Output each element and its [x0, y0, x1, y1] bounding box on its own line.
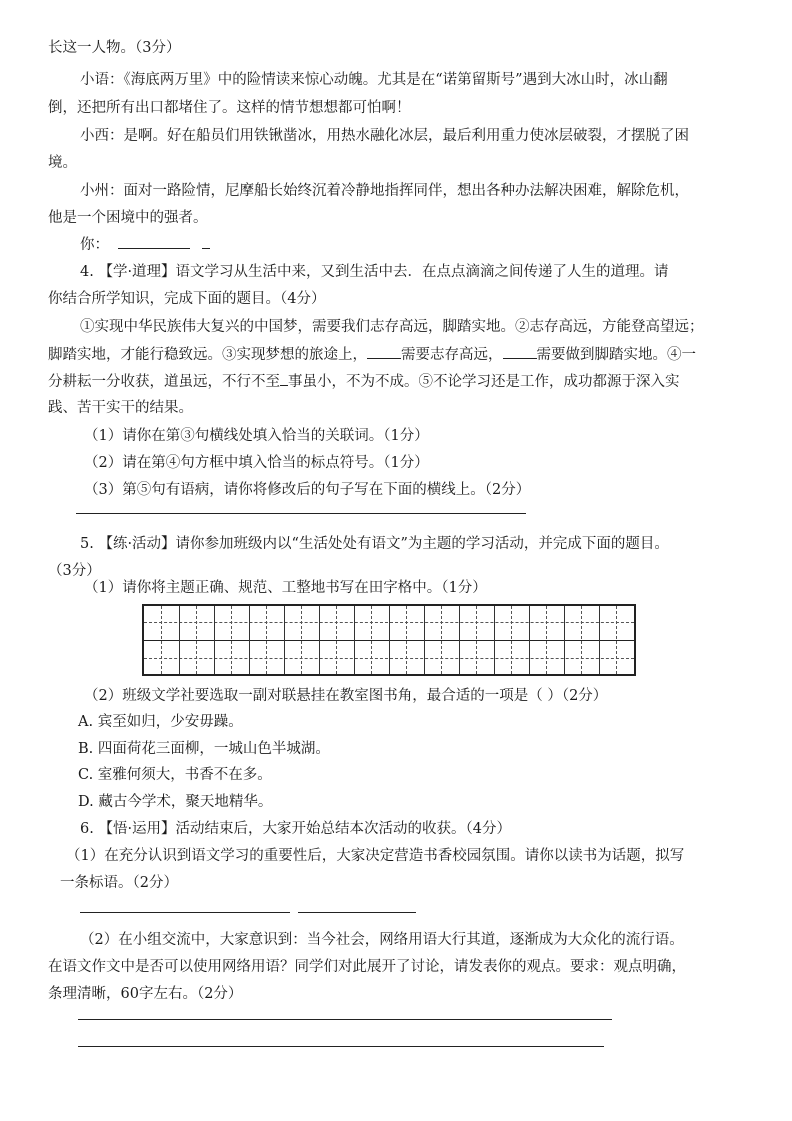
slogan-answer-line-1[interactable]: [80, 912, 290, 913]
q4-passage-line3: [48, 371, 680, 392]
q4-answer-line[interactable]: [76, 513, 526, 514]
dialogue-intro-end: 长这一人物。（3分）: [48, 40, 181, 56]
q6-sub-1: （1）在充分认识到语文学习的重要性后，大家决定营造书香校园氛围。请你以读书为话题，拟写: [66, 848, 685, 864]
grid-dash-v4: [266, 606, 267, 674]
question-6-title: 6. 【悟·运用】活动结束后，大家开始总结本次活动的收获。（4分）: [80, 821, 512, 837]
conjunction-blank-1[interactable]: [367, 344, 401, 359]
question-4-title-cont: 你结合所学知识，完成下面的题目。（4分）: [48, 291, 326, 307]
q4-passage-line3-a: 分耕耘一分收获，道虽远，不行不至: [48, 374, 280, 390]
q4-passage-line2-c: 需要做到脚踏实地。④一: [536, 347, 696, 363]
dialogue-you: [80, 234, 210, 255]
dialogue-you-label: 你：: [80, 237, 109, 253]
grid-col-3: [249, 606, 250, 674]
question-5-title-cont: （3分）: [48, 563, 101, 579]
grid-col-9: [459, 606, 460, 674]
dialogue-xiaoyu-cont: 倒，还把所有出口都堵住了。这样的情节想想都可怕啊！: [48, 100, 411, 116]
answer-blank-you[interactable]: [118, 234, 190, 249]
opinion-answer-line-1[interactable]: [78, 1019, 612, 1020]
q4-passage-line3-b: 事虽小，不为不成。⑤不论学习还是工作，成功都源于深入实: [288, 374, 680, 390]
q4-passage-line2-b: 需要志存高远，: [401, 347, 503, 363]
q4-sub-3: （3）第⑤句有语病，请你将修改后的句子写在下面的横线上。（2分）: [84, 482, 531, 498]
grid-dash-v3: [231, 606, 232, 674]
grid-col-13: [599, 606, 600, 674]
q4-passage-line2-a: 脚踏实地，才能行稳致远。③实现梦想的旅途上，: [48, 347, 367, 363]
grid-col-4: [284, 606, 285, 674]
q4-passage-line1: ①实现中华民族伟大复兴的中国梦，需要我们志存高远，脚踏实地。②志存高远，方能登高望远；: [80, 319, 704, 335]
grid-dash-v10: [476, 606, 477, 674]
dialogue-xiaoxi: 小西：是啊。好在船员们用铁锹凿冰，用热水融化冰层，最后利用重力使冰层破裂，才摆脱了困: [80, 128, 689, 144]
q4-sub-2: （2）请在第④句方框中填入恰当的标点符号。（1分）: [84, 455, 429, 471]
q5-sub-2: （2）班级文学社要选取一副对联悬挂在教室图书角，最合适的一项是（ ）（2分）: [84, 688, 608, 704]
grid-dash-v1: [161, 606, 162, 674]
grid-dash-v6: [336, 606, 337, 674]
grid-dash-v9: [441, 606, 442, 674]
grid-dash-v11: [511, 606, 512, 674]
grid-col-10: [494, 606, 495, 674]
q5-sub-1: （1）请你将主题正确、规范、工整地书写在田字格中。（1分）: [84, 580, 487, 596]
q6-sub-2: （2）在小组交流中，大家意识到：当今社会，网络用语大行其道，逐渐成为大众化的流行语。: [80, 932, 684, 948]
grid-col-11: [529, 606, 530, 674]
dialogue-xiaozhou-cont: 他是一个困境中的强者。: [48, 210, 208, 226]
dialogue-xiaoxi-cont: 境。: [48, 155, 77, 171]
grid-dash-v12: [546, 606, 547, 674]
q6-sub-2-cont1: 在语文作文中是否可以使用网络用语？同学们对此展开了讨论，请发表你的观点。要求：观点明确，: [48, 959, 686, 975]
grid-col-1: [179, 606, 180, 674]
grid-col-6: [354, 606, 355, 674]
option-c[interactable]: C. 室雅何须大，书香不在多。: [78, 767, 272, 783]
q4-passage-line4: 践、苦干实干的结果。: [48, 400, 193, 416]
question-5-title: 5. 【练·活动】请你参加班级内以“生活处处有语文”为主题的学习活动，并完成下面的题目。: [80, 536, 669, 552]
grid-dash-v7: [371, 606, 372, 674]
answer-blank-you-tail: [202, 234, 210, 249]
punctuation-box[interactable]: [280, 371, 288, 386]
q6-sub-2-cont2: 条理清晰，60字左右。（2分）: [48, 986, 243, 1002]
q4-passage-line2: [48, 344, 696, 365]
q6-sub-1-cont: 一条标语。（2分）: [60, 875, 178, 891]
dialogue-xiaozhou: 小州：面对一路险情，尼摩船长始终沉着冷静地指挥同伴，想出各种办法解决困难，解除危机，: [80, 183, 689, 199]
q4-sub-1: （1）请你在第③句横线处填入恰当的关联词。（1分）: [84, 428, 429, 444]
tianzige-writing-grid[interactable]: [142, 604, 636, 676]
grid-dash-v2: [196, 606, 197, 674]
grid-dash-v8: [406, 606, 407, 674]
slogan-answer-line-2[interactable]: [298, 912, 416, 913]
grid-col-8: [424, 606, 425, 674]
grid-dash-v13: [581, 606, 582, 674]
grid-dash-v14: [616, 606, 617, 674]
option-d[interactable]: D. 藏古今学术，聚天地精华。: [78, 794, 273, 810]
grid-col-12: [564, 606, 565, 674]
grid-dash-v5: [301, 606, 302, 674]
opinion-answer-line-2[interactable]: [78, 1046, 604, 1047]
question-4-title: 4. 【学·道理】语文学习从生活中来，又到生活中去．在点点滴滴之间传递了人生的道理。请: [80, 264, 669, 280]
option-b[interactable]: B. 四面荷花三面柳，一城山色半城湖。: [78, 741, 330, 757]
grid-col-5: [319, 606, 320, 674]
grid-col-2: [214, 606, 215, 674]
conjunction-blank-2[interactable]: [503, 344, 537, 359]
grid-col-7: [389, 606, 390, 674]
dialogue-xiaoyu: 小语：《海底两万里》中的险情读来惊心动魄。尤其是在“诺第留斯号”遇到大冰山时，冰山翻: [80, 72, 668, 88]
option-a[interactable]: A. 宾至如归，少安毋躁。: [78, 714, 243, 730]
